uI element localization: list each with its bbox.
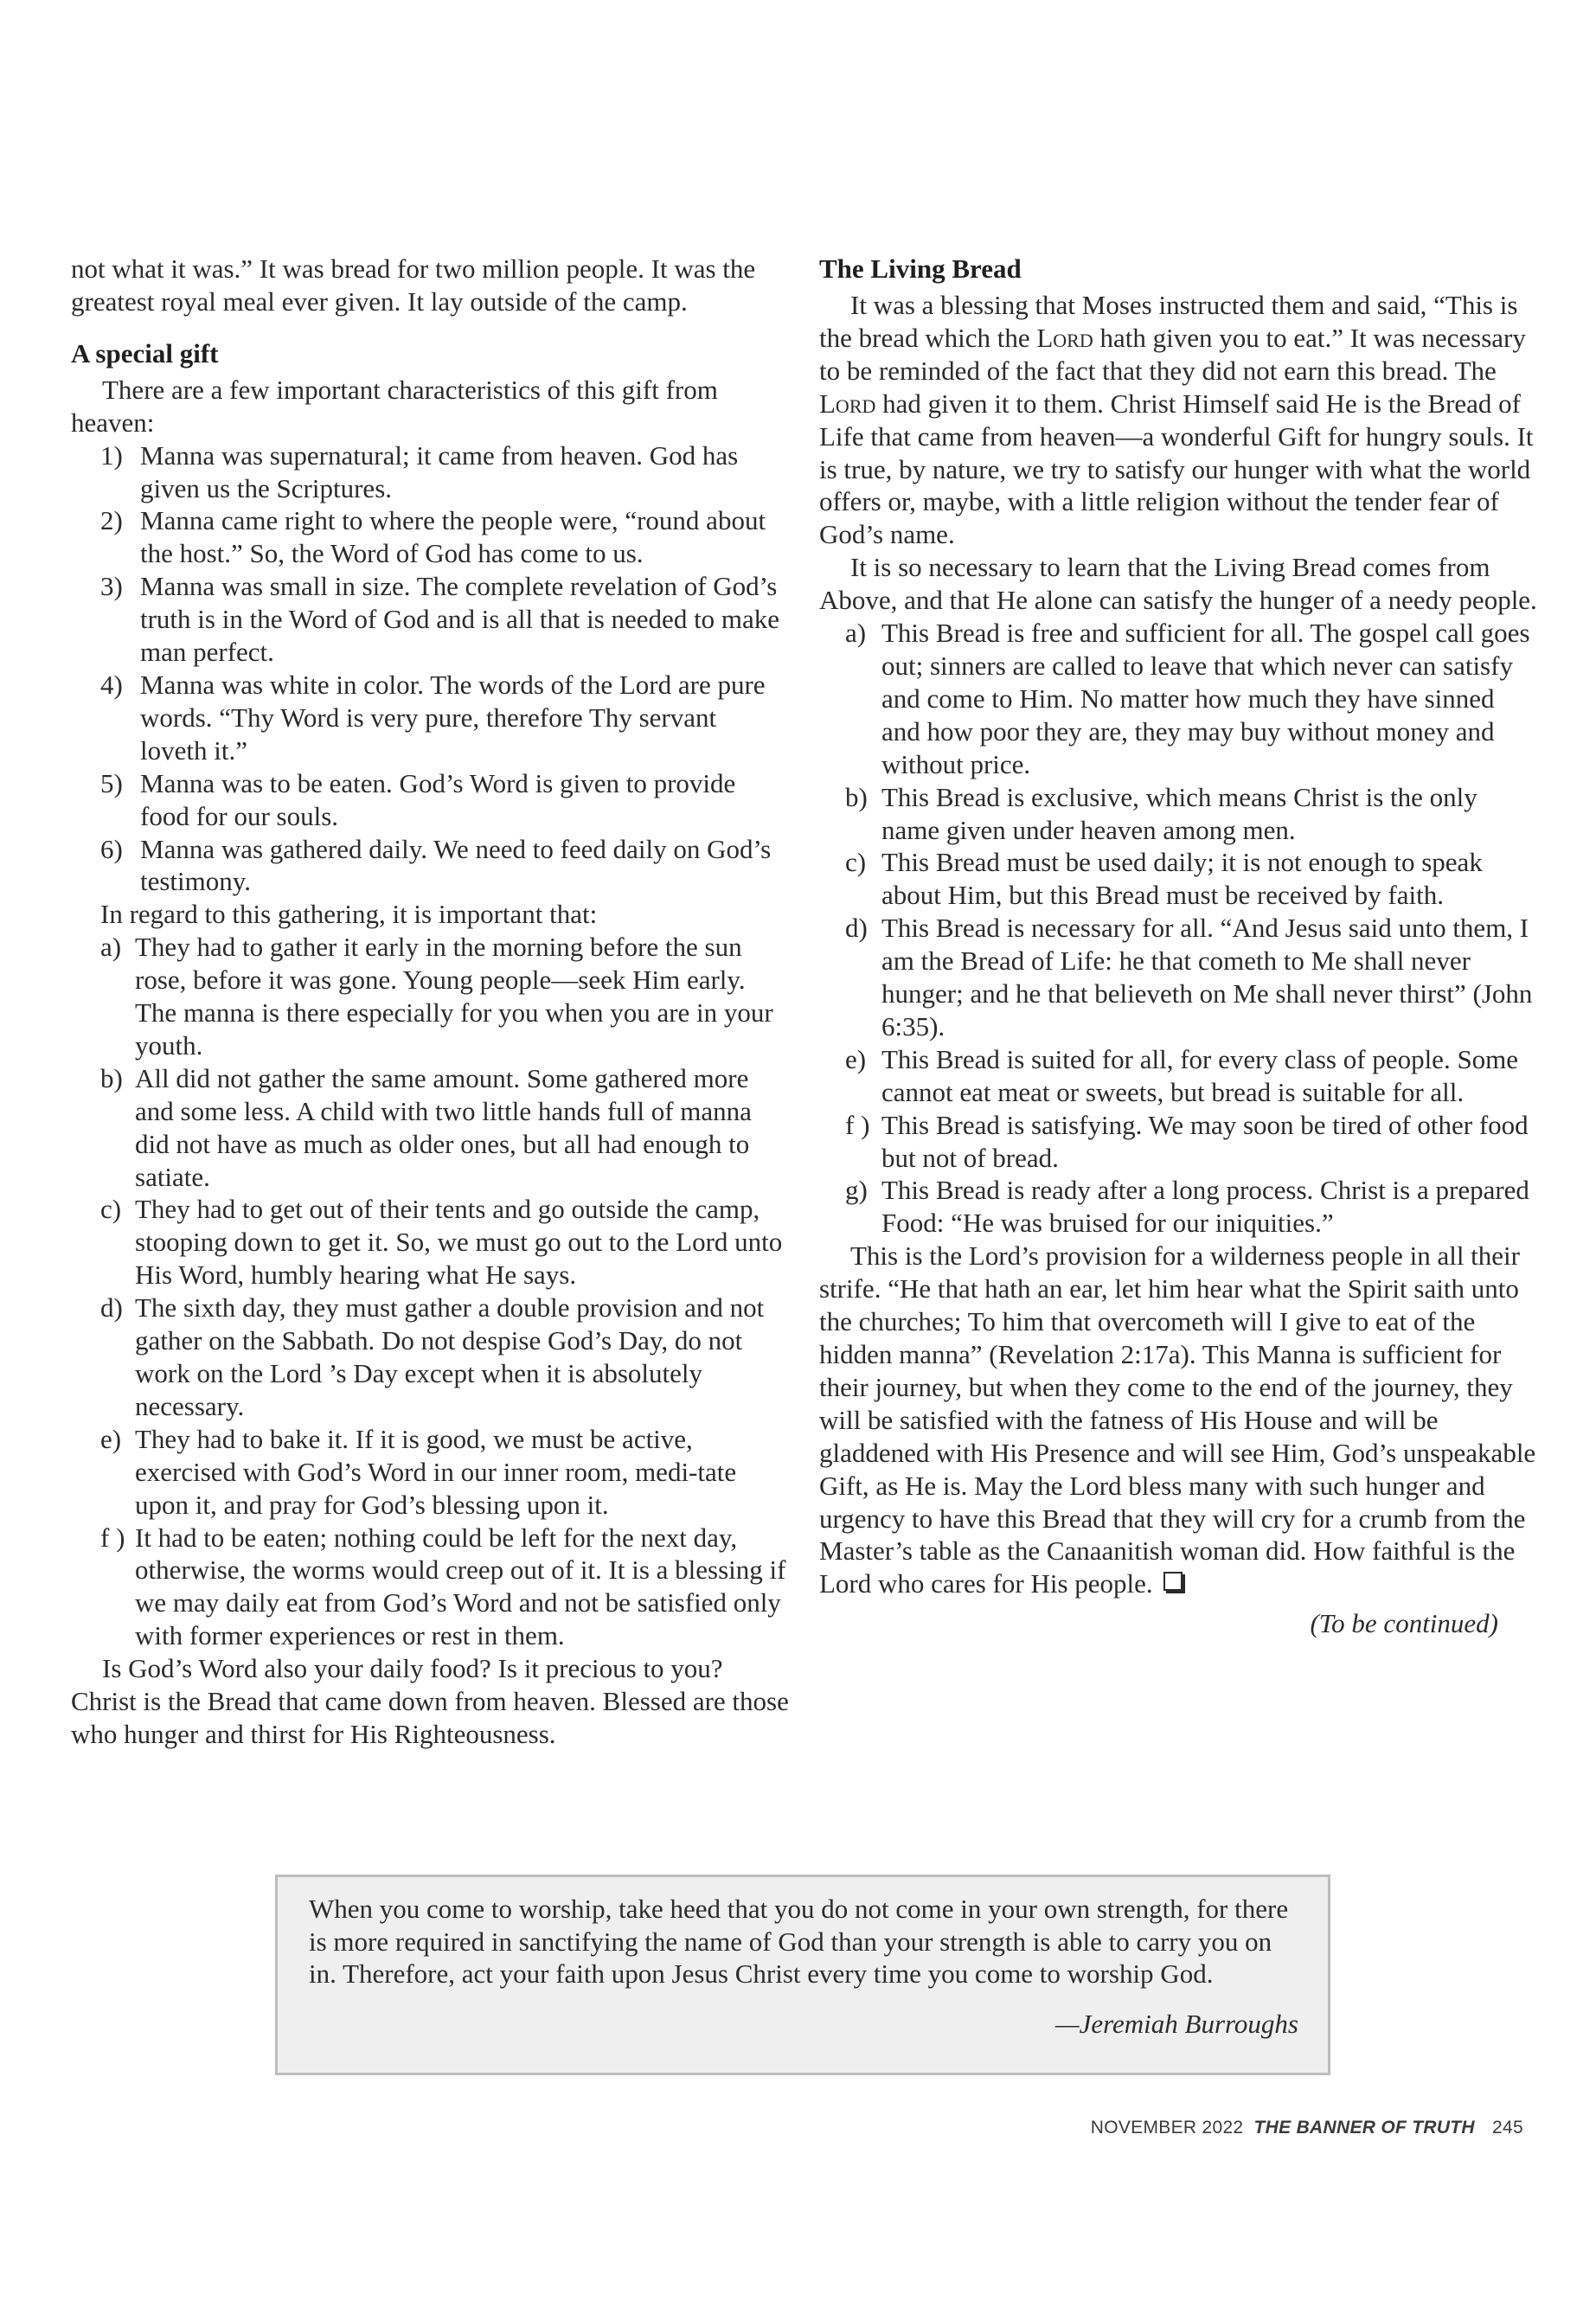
list-item (71, 1193, 789, 1292)
list-item (71, 1423, 789, 1522)
list-marker: 6) (100, 833, 123, 864)
list-item (71, 439, 789, 505)
list-marker: 3) (100, 571, 123, 602)
list-marker: 2) (100, 505, 123, 536)
quote-attribution: —Jeremiah Burroughs (1055, 2008, 1298, 2039)
list-item-text: This Bread must be used daily; it is not enough to speak about Him, but this Bread must be received by faith. (881, 847, 1483, 911)
text-run: had given it to them. Christ Himself said He is the Bread of Life that came from heaven—a wonderful Gift for hungry souls. It is true, by nature, we try to satisfy our hunger with what the world offers or, maybe, with a little religion without the tender fear of God’s name. (819, 388, 1534, 550)
closing-paragraph (819, 1240, 1540, 1600)
list-marker: c) (100, 1194, 122, 1225)
list-item (819, 846, 1540, 912)
section-heading-special-gift: A special gift (71, 337, 219, 369)
end-mark-icon (1163, 1572, 1183, 1591)
list-marker: 1) (100, 439, 123, 471)
intro-paragraph: not what it was.” It was bread for two million people. It was the greatest royal meal ever given. It lay outside of the camp. (71, 253, 756, 317)
to-be-continued: (To be continued) (1310, 1608, 1498, 1639)
list-item (819, 617, 1540, 781)
list-item-text: All did not gather the same amount. Some gathered more and some less. A child with two little hands full of manna did not have as much as older ones, but all had enough to satiate. (135, 1062, 752, 1192)
list-item (71, 1522, 789, 1653)
small-caps-lord: Lord (1036, 322, 1093, 353)
list-item (819, 1109, 1540, 1175)
list-item-text: Manna was gathered daily. We need to feed daily on God’s testimony. (140, 833, 772, 897)
text-run: hath given you to eat.” It was necessary to be reminded of the fact that they did not earn this bread. The (819, 322, 1526, 386)
small-caps-lord: Lord (819, 388, 876, 419)
list-item-text: This Bread is exclusive, which means Christ is the only name given under heaven among men. (881, 781, 1477, 845)
right-column (819, 253, 1540, 1640)
list-marker: 5) (100, 767, 123, 798)
quote-box (275, 1875, 1330, 2075)
paragraph: There are a few important characteristics of this gift from heaven: (71, 374, 718, 438)
page-footer (1091, 2118, 1523, 2138)
list-item (819, 1043, 1540, 1109)
list-item (71, 504, 789, 570)
list-item-text: Manna came right to where the people were, “round about the host.” So, the Word of God has come to us. (140, 505, 766, 569)
list-item-text: They had to gather it early in the morning before the sun rose, before it was gone. Young people—seek Him early. The manna is there especially for you when you are in your youth. (135, 932, 773, 1061)
paragraph: It is so necessary to learn that the Living Bread comes from Above, and that He alone can satisfy the hunger of a needy people. (819, 552, 1537, 616)
list-marker: b) (100, 1062, 123, 1093)
list-item (71, 1292, 789, 1423)
list-item-text: It had to be eaten; nothing could be left for the next day, otherwise, the worms would creep out of it. It is a blessing if we may daily eat from God’s Word and not be satisfied only with former experiences or rest in them. (135, 1522, 786, 1651)
list-item (71, 570, 789, 669)
list-marker: g) (845, 1175, 868, 1206)
list-item-text: This Bread is satisfying. We may soon be tired of other food but not of bread. (881, 1109, 1529, 1173)
list-marker: d) (845, 913, 868, 944)
list-item (819, 1174, 1540, 1240)
list-item-text: This Bread is ready after a long process. Christ is a prepared Food: “He was bruised for our iniquities.” (881, 1175, 1529, 1239)
list-item-text: This Bread is necessary for all. “And Jesus said unto them, I am the Bread of Life: he that cometh to Me shall never hunger; and he that believeth on Me shall never thirst” (John 6:35). (881, 913, 1533, 1042)
list-marker: b) (845, 781, 868, 812)
list-item (71, 1062, 789, 1194)
list-item (819, 781, 1540, 847)
list-marker: e) (100, 1423, 122, 1454)
list-marker: f ) (100, 1522, 125, 1553)
paragraph: Is God’s Word also your daily food? Is it precious to you? Christ is the Bread that came down from heaven. Blessed are those who hunger and thirst for His Righteousness. (71, 1653, 789, 1749)
list-item (71, 931, 789, 1062)
list-item-text: They had to bake it. If it is good, we must be active, exercised with God’s Word in our inner room, medi-tate upon it, and pray for God’s blessing upon it. (135, 1423, 737, 1520)
paragraph: In regard to this gathering, it is important that: (100, 899, 598, 930)
text-run: This is the Lord’s provision for a wilderness people in all their strife. “He that hath an ear, let him hear what the Spirit saith unto the churches; To him that overcometh will I give to eat of the hidden manna” (Revelation 2:17a). This Manna is sufficient for their journey, but when they come to the end of the journey, they will be satisfied with the fatness of His House and will be gladdened with His Presence and will see Him, God’s unspeakable Gift, as He is. May the Lord bless many with such hunger and urgency to have this Bread that they will cry for a crumb from the Master’s table as the Canaanitish woman did. How faithful is the Lord who cares for His people. (819, 1240, 1536, 1599)
list-marker: a) (845, 618, 867, 649)
list-item (819, 912, 1540, 1043)
lettered-list (71, 931, 789, 1652)
section-heading-living-bread: The Living Bread (819, 253, 1022, 284)
list-marker: a) (100, 932, 122, 963)
numbered-list (71, 439, 789, 899)
list-item (71, 669, 789, 767)
paragraph (819, 289, 1540, 551)
list-item-text: Manna was white in color. The words of the Lord are pure words. “Thy Word is very pure, therefore Thy servant loveth it.” (140, 669, 766, 766)
list-marker: f ) (845, 1109, 870, 1140)
issue-date: NOVEMBER 2022 (1090, 2118, 1244, 2138)
page-number: 245 (1492, 2118, 1523, 2138)
list-item (71, 833, 789, 899)
left-column (71, 253, 789, 1751)
list-marker: e) (845, 1043, 867, 1074)
lettered-list (819, 617, 1540, 1240)
list-item-text: This Bread is free and sufficient for all. The gospel call goes out; sinners are called to leave that which never can satisfy and come to Him. No matter how much they have sinned and how poor they are, they may buy without money and without price. (881, 618, 1530, 779)
list-item-text: They had to get out of their tents and go outside the camp, stooping down to get it. So, we must go out to the Lord unto His Word, humbly hearing what He says. (135, 1194, 783, 1291)
list-item-text: Manna was to be eaten. God’s Word is given to provide food for our souls. (140, 767, 736, 831)
list-marker: d) (100, 1292, 123, 1324)
list-item-text: The sixth day, they must gather a double provision and not gather on the Sabbath. Do not despise God’s Day, do not work on the Lord ’s Day except when it is absolutely necessary. (135, 1292, 765, 1421)
list-item-text: This Bread is suited for all, for every class of people. Some cannot eat meat or sweets, but bread is suitable for all. (881, 1043, 1519, 1107)
magazine-title: THE BANNER OF TRUTH (1253, 2118, 1475, 2138)
quote-text: When you come to worship, take heed that you do not come in your own strength, for there is more required in sanctifying the name of God than your strength is able to carry you on in. Therefore, act your faith upon Jesus Christ every time you come to worship God. (309, 1894, 1289, 1989)
list-item (71, 767, 789, 833)
list-marker: 4) (100, 669, 123, 700)
list-item-text: Manna was small in size. The complete revelation of God’s truth is in the Word of God and is all that is needed to make man perfect. (140, 571, 780, 668)
text-run: It was a blessing that Moses instructed them and said, “This is the bread which the (819, 290, 1518, 353)
list-item-text: Manna was supernatural; it came from heaven. God has given us the Scriptures. (140, 439, 739, 503)
list-marker: c) (845, 847, 867, 878)
